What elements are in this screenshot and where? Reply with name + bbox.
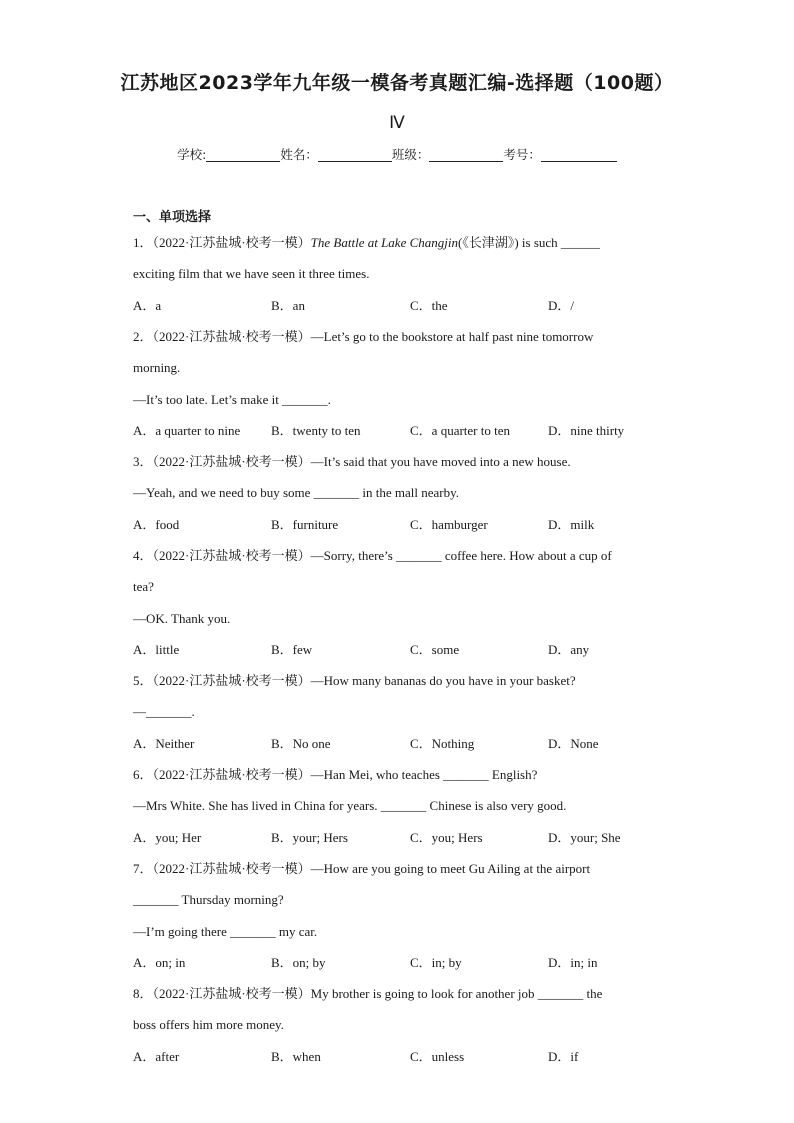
question-7-line-2: [133, 891, 284, 909]
question-7-line-1: [133, 860, 590, 878]
school-blank[interactable]: [206, 147, 280, 162]
question-8-option-C[interactable]: C．unless: [410, 1049, 465, 1064]
question-2-line-1: [133, 328, 593, 346]
question-text: 7．（2022·江苏盐城·校考一模）—How are you going to meet Gu Ailing at the airport: [133, 861, 591, 876]
question-4-line-3: [133, 610, 230, 628]
question-text: —It’s too late. Let’s make it _______.: [133, 392, 331, 407]
question-text: _______ Thursday morning?: [133, 892, 284, 907]
class-label: 班级：: [391, 147, 430, 162]
question-3-line-2: [133, 484, 459, 502]
question-2-line-2: [133, 359, 180, 377]
question-8-line-2: [133, 1016, 284, 1034]
question-3-line-1: [133, 453, 571, 471]
question-6-line-2: [133, 797, 566, 815]
section-title: 一、单项选择: [133, 210, 212, 225]
question-3-option-A[interactable]: A．food: [133, 517, 180, 532]
question-7-option-A[interactable]: A．on; in: [133, 955, 186, 970]
question-text: —OK. Thank you.: [133, 611, 231, 626]
question-4-option-B[interactable]: B．few: [271, 642, 313, 657]
question-text: 8．（2022·江苏盐城·校考一模）My brother is going to look for another job _______ the: [133, 986, 603, 1001]
question-3-option-C[interactable]: C．hamburger: [410, 517, 488, 532]
question-text: (《长津湖》) is such ______: [458, 235, 600, 250]
question-1-line-2: [133, 265, 369, 283]
question-4-option-A[interactable]: A．little: [133, 642, 180, 657]
name-blank[interactable]: [318, 147, 392, 162]
question-7-option-D[interactable]: D．in; in: [548, 955, 598, 970]
question-text: 1．（2022·江苏盐城·校考一模）: [133, 235, 311, 250]
question-2-line-3: [133, 391, 331, 409]
question-6-option-A[interactable]: A．you; Her: [133, 830, 202, 845]
question-text: 3．（2022·江苏盐城·校考一模）—It’s said that you have moved into a new house.: [133, 454, 571, 469]
question-3-option-B[interactable]: B．furniture: [271, 517, 339, 532]
question-5-option-A[interactable]: A．Neither: [133, 736, 195, 751]
question-6-line-1: [133, 766, 537, 784]
class-blank[interactable]: [429, 147, 503, 162]
question-text: 4．（2022·江苏盐城·校考一模）—Sorry, there’s _______ coffee here. How about a cup of: [133, 548, 612, 563]
question-4-line-2: [133, 578, 154, 596]
question-3-option-D[interactable]: D．milk: [548, 517, 595, 532]
question-text: exciting film that we have seen it three times.: [133, 266, 370, 281]
question-8-option-A[interactable]: A．after: [133, 1049, 180, 1064]
question-text: —I’m going there _______ my car.: [133, 924, 318, 939]
page-subtitle: Ⅳ: [389, 113, 405, 133]
question-8-option-D[interactable]: D．if: [548, 1049, 579, 1064]
question-2-option-C[interactable]: C．a quarter to ten: [410, 423, 510, 438]
question-5-line-1: [133, 672, 576, 690]
question-text: 5．（2022·江苏盐城·校考一模）—How many bananas do you have in your basket?: [133, 673, 576, 688]
question-2-option-B[interactable]: B．twenty to ten: [271, 423, 361, 438]
question-1-option-C[interactable]: C．the: [410, 298, 448, 313]
question-2-option-D[interactable]: D．nine thirty: [548, 423, 625, 438]
question-1-option-A[interactable]: A．a: [133, 298, 162, 313]
number-blank[interactable]: [541, 147, 617, 162]
question-6-option-C[interactable]: C．you; Hers: [410, 830, 483, 845]
school-label: 学校:: [177, 147, 207, 162]
question-8-line-1: [133, 985, 602, 1003]
question-5-option-B[interactable]: B．No one: [271, 736, 331, 751]
question-5-line-2: [133, 703, 195, 721]
number-label: 考号：: [503, 147, 541, 162]
question-5-option-D[interactable]: D．None: [548, 736, 599, 751]
question-1-option-D[interactable]: D．/: [548, 298, 575, 313]
question-4-line-1: [133, 547, 612, 565]
student-info-line: [0, 145, 794, 163]
question-1-option-B[interactable]: B．an: [271, 298, 305, 313]
question-5-option-C[interactable]: C．Nothing: [410, 736, 475, 751]
italic-title: The Battle at Lake Changjin: [310, 235, 458, 250]
question-7-option-B[interactable]: B．on; by: [271, 955, 326, 970]
question-7-option-C[interactable]: C．in; by: [410, 955, 462, 970]
question-text: —Yeah, and we need to buy some _______ in the mall nearby.: [133, 485, 460, 500]
question-text: morning.: [133, 360, 181, 375]
question-text: 2．（2022·江苏盐城·校考一模）—Let’s go to the bookstore at half past nine tomorrow: [133, 329, 594, 344]
question-text: 6．（2022·江苏盐城·校考一模）—Han Mei, who teaches _______ English?: [133, 767, 538, 782]
question-text: —_______.: [133, 704, 195, 719]
page-title: 江苏地区2023学年九年级一模备考真题汇编-选择题（100题）: [120, 72, 674, 94]
question-6-option-D[interactable]: D．your; She: [548, 830, 621, 845]
question-2-option-A[interactable]: A．a quarter to nine: [133, 423, 241, 438]
question-4-option-C[interactable]: C．some: [410, 642, 460, 657]
question-8-option-B[interactable]: B．when: [271, 1049, 321, 1064]
name-label: 姓名：: [280, 147, 318, 162]
question-text: boss offers him more money.: [133, 1017, 284, 1032]
question-4-option-D[interactable]: D．any: [548, 642, 590, 657]
question-7-line-3: [133, 923, 317, 941]
question-6-option-B[interactable]: B．your; Hers: [271, 830, 348, 845]
question-text: —Mrs White. She has lived in China for years. _______ Chinese is also very good.: [133, 798, 567, 813]
question-1-line-1: [133, 234, 600, 252]
question-text: tea?: [133, 579, 154, 594]
